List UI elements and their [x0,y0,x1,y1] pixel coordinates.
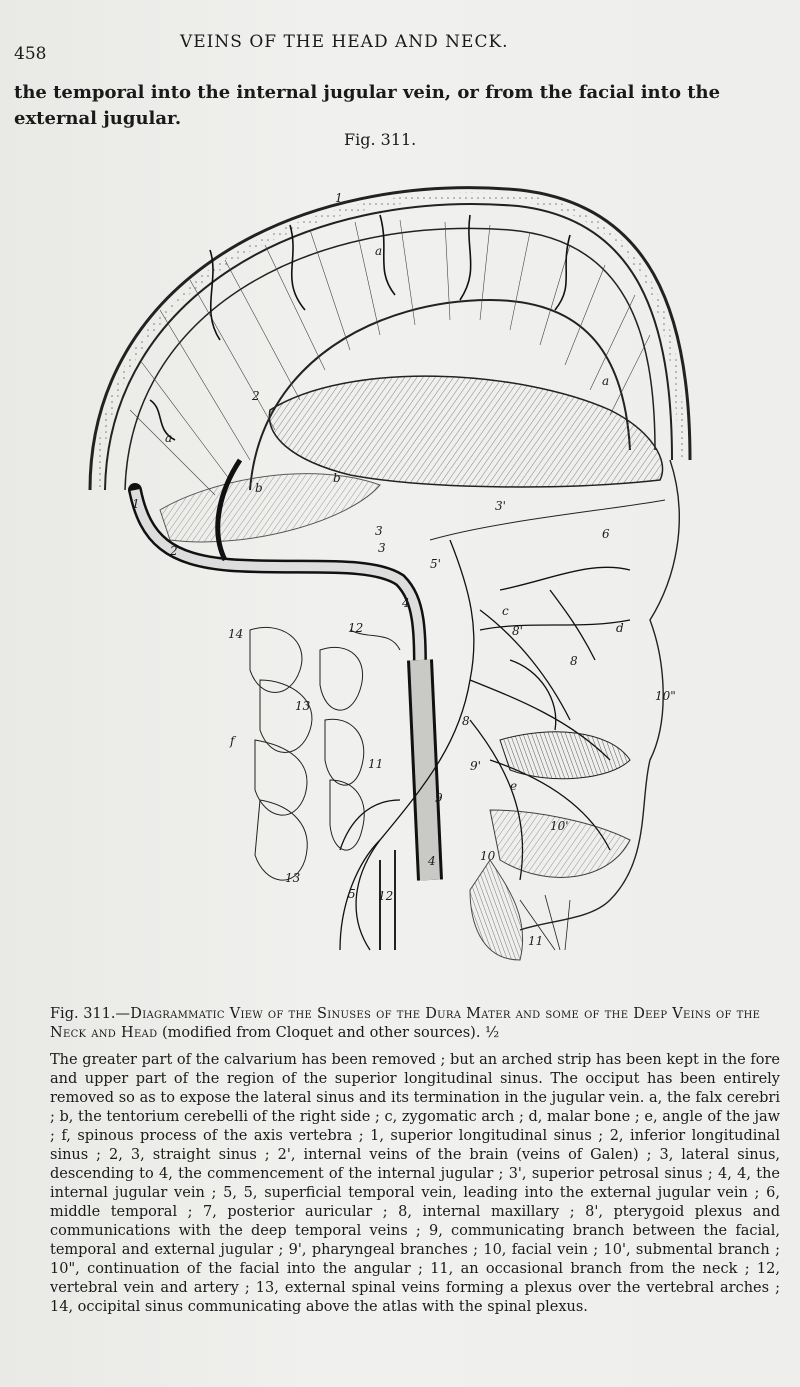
tentorium-cerebelli [160,376,663,542]
callout-label: 2 [252,389,260,403]
callout-label: a [165,431,173,445]
callout-label: 13 [295,699,311,713]
callout-label: 9' [470,759,481,773]
page-number: 458 [14,44,47,64]
callout-label: e [510,779,518,793]
callout-label: 10 [480,849,496,863]
callout-label: b [255,481,263,495]
caption-fig-number: Fig. 311. [50,1006,116,1022]
anatomical-illustration [50,160,740,980]
callout-label: 6 [602,527,610,541]
engraving-drawing [50,160,740,980]
carried-over-text: the temporal into the internal jugular vein, or from the facial into the external jugular. [14,82,721,129]
caption-scale: ½ [485,1025,500,1041]
callout-label: 9 [435,791,443,805]
callout-label: a [602,374,610,388]
callout-label: a [375,244,383,258]
callout-label: 5' [430,557,441,571]
callout-label: 5 [348,887,356,901]
callout-label: 1 [132,497,140,511]
callout-label: 8' [512,624,523,638]
callout-label: 12 [378,889,394,903]
callout-label: 1 [335,191,343,205]
callout-label: 12 [348,621,364,635]
callout-label: c [502,604,509,618]
jaw-region [470,732,630,960]
callout-label: 8 [462,714,470,728]
callout-label: 4 [402,596,410,610]
callout-label: 3 [378,541,386,555]
caption-heading [50,1005,780,1043]
callout-label: 13 [285,871,301,885]
callout-label: 14 [228,627,244,641]
callout-label: 11 [528,934,544,948]
callout-label: 3' [495,499,506,513]
callout-label: 2 [170,544,178,558]
callout-label: 10" [655,689,676,703]
figure-label: Fig. 311. [344,130,417,149]
callout-label: 11 [368,757,384,771]
caption-source: (modified from Cloquet and other sources). [162,1025,481,1041]
callout-label: b [333,471,341,485]
callout-label: 8 [570,654,578,668]
callout-label: f [230,734,235,748]
callout-label: 3 [375,524,383,538]
callout-label: d [616,621,624,635]
callout-label: 10' [550,819,569,833]
running-head: VEINS OF THE HEAD AND NECK. [180,32,509,52]
callout-label: 4 [428,854,436,868]
figure-caption [50,1005,780,1317]
caption-body: The greater part of the calvarium has been removed ; but an arched strip has been kept in the fore and upper part of the region of the superior longitudinal sinus. The occiput has been entirely removed so as to expose the lateral sinus and its termination in the jugular vein. a, the falx cerebri ; b, the tentorium cerebelli of the right side ; c, zygomatic arch ; d, malar bone ; e, angle of the jaw ; f, spinous process of the axis vertebra ; 1, superior longitudinal sinus ; 2, inferior longitudinal sinus ; 2, 3, straight sinus ; 2', internal veins of the brain (veins of Galen) ; 3, lateral sinus, descending to 4, the commencement of the internal jugular ; 3', superior petrosal sinus ; 4, 4, the internal jugular vein ; 5, 5, superficial temporal vein, leading into the external jugular vein ; 6, middle temporal ; 7, posterior auricular ; 8, internal maxillary ; 8', pterygoid plexus and communications with the deep temporal veins ; 9, communicating branch between the facial, temporal and external jugular ; 9', pharyngeal branches ; 10, facial vein ; 10', submental branch ; 10", continuation of the facial into the angular ; 11, an occasional branch from the neck ; 12, vertebral vein and artery ; 13, external spinal veins forming a plexus over the vertebral arches ; 14, occipital sinus communicating above the atlas with the spinal plexus. [50,1052,780,1315]
caption-title: —Diagrammatic View of the Sinuses of the Dura Mater and some of the Deep Veins of the Neck and Head [50,1006,761,1041]
